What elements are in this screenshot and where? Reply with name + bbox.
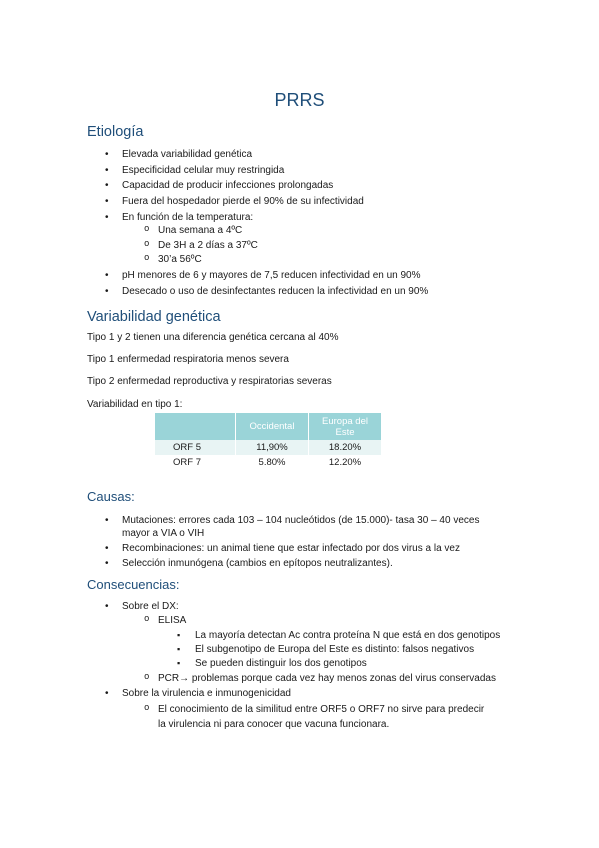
table-row [155, 455, 382, 470]
list-item: • En función de la temperatura: [122, 211, 253, 224]
page-title: PRRS [274, 90, 325, 110]
heading-consecuencias: Consecuencias: [87, 577, 180, 592]
list-item: • Mutaciones: errores cada 103 – 104 nucleótidos (de 15.000)- tasa 30 – 40 veces [122, 514, 479, 527]
list-item: • Recombinaciones: un animal tiene que estar infectado por dos virus a la vez [122, 542, 460, 555]
sub-list-item: o PCR→ problemas porque cada vez hay menos zonas del virus conservadas [158, 672, 496, 685]
paragraph: Tipo 2 enfermedad reproductiva y respiratorias severas [87, 376, 332, 387]
variability-table [155, 413, 382, 470]
heading-causas: Causas: [87, 489, 135, 504]
list-item: • Capacidad de producir infecciones prolongadas [122, 179, 333, 192]
list-item: • Especificidad celular muy restringida [122, 164, 284, 177]
list-item: • Elevada variabilidad genética [122, 148, 252, 161]
list-item-continuation: mayor a VIA o VIH [122, 528, 205, 539]
table-cell: ORF 7 [155, 455, 236, 470]
sub-sub-list-item: ▪ El subgenotipo de Europa del Este es distinto: falsos negativos [195, 643, 474, 656]
table-cell: 12.20% [309, 455, 382, 470]
sub-list-item: o Una semana a 4ºC [158, 224, 242, 237]
sub-sub-list-item: ▪ La mayoría detectan Ac contra proteína N que está en dos genotipos [195, 629, 500, 642]
heading-etiologia: Etiología [87, 124, 144, 140]
table-header-row [155, 413, 382, 440]
list-item: • Sobre la virulencia e inmunogenicidad [122, 687, 291, 700]
table-cell: 11,90% [236, 440, 309, 455]
sub-list-item: o 30’a 56ºC [158, 253, 202, 266]
paragraph: Tipo 1 y 2 tienen una diferencia genética cercana al 40% [87, 332, 339, 343]
list-item: • Desecado o uso de desinfectantes reducen la infectividad en un 90% [122, 285, 428, 298]
table-header-cell: Occidental [236, 413, 309, 440]
list-item: • Sobre el DX: [122, 600, 179, 613]
heading-variabilidad: Variabilidad genética [87, 309, 221, 325]
table-cell: 18.20% [309, 440, 382, 455]
table-cell: ORF 5 [155, 440, 236, 455]
paragraph: Variabilidad en tipo 1: [87, 399, 183, 410]
table-row [155, 440, 382, 455]
list-item: • Selección inmunógena (cambios en epítopos neutralizantes). [122, 557, 393, 570]
table-header-cell [155, 413, 236, 440]
sub-list-item: o ELISA [158, 614, 186, 627]
sub-sub-list-item: ▪ Se pueden distinguir los dos genotipos [195, 657, 367, 670]
list-item: • Fuera del hospedador pierde el 90% de su infectividad [122, 195, 364, 208]
sub-list-item: o El conocimiento de la similitud entre ORF5 o ORF7 no sirve para predecir [158, 703, 484, 716]
sub-list-item: o De 3H a 2 días a 37ºC [158, 239, 258, 252]
sub-list-item-continuation: la virulencia ni para conocer que vacuna funcionara. [158, 719, 390, 730]
paragraph: Tipo 1 enfermedad respiratoria menos severa [87, 354, 289, 365]
list-item: • pH menores de 6 y mayores de 7,5 reducen infectividad en un 90% [122, 269, 421, 282]
table-cell: 5.80% [236, 455, 309, 470]
table-header-cell: Europa del Este [309, 413, 382, 440]
